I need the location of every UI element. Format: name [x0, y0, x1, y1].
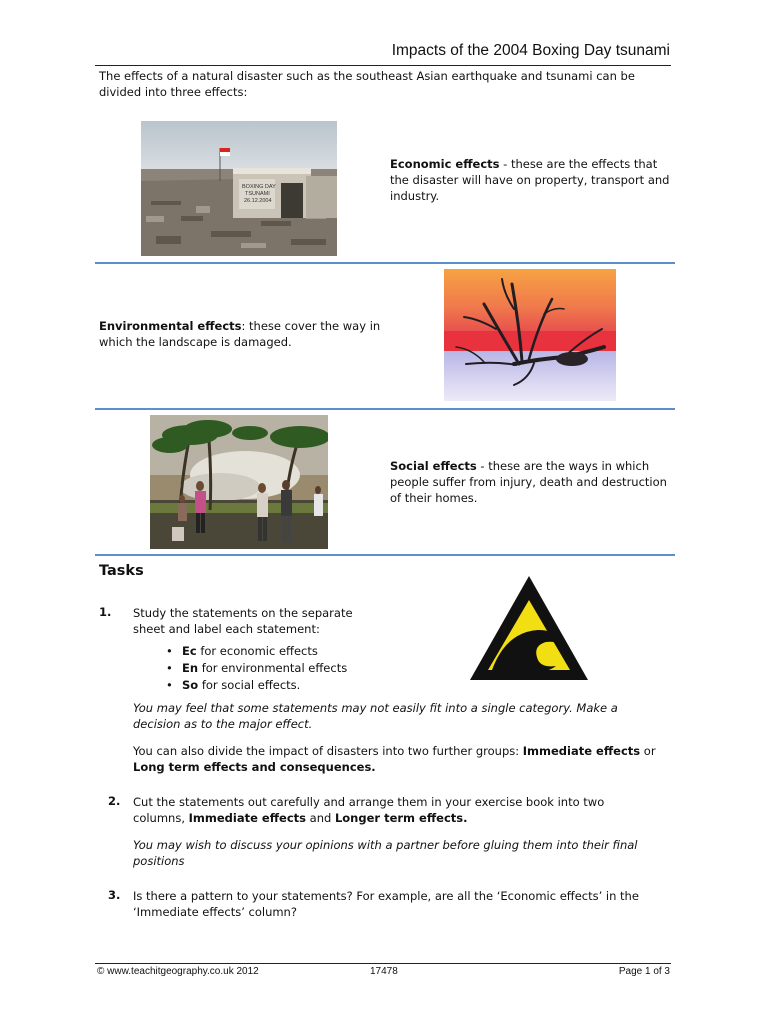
header-rule [95, 65, 671, 66]
fleeing-tsunami-photo [150, 415, 328, 549]
social-effects-term: Social effects [390, 459, 477, 473]
task-1-number: 1. [99, 605, 112, 619]
environmental-effects-text [99, 318, 384, 350]
tasks-heading: Tasks [99, 563, 144, 579]
bullet-text: for social effects. [198, 678, 301, 692]
task-1-further-text [133, 743, 668, 775]
bullet-text: for environmental effects [198, 661, 348, 675]
bullet-code: So [182, 678, 199, 692]
tsunami-warning-icon [468, 574, 590, 682]
footer-code: 17478 [370, 966, 398, 977]
long-term-effects-term: Long term effects and consequences. [133, 760, 376, 774]
footer-page-number: Page 1 of 3 [618, 966, 670, 977]
svg-text:26.12.2004: 26.12.2004 [244, 198, 272, 204]
list-item [166, 643, 347, 660]
list-item [166, 660, 347, 677]
svg-text:BOXING DAY: BOXING DAY [242, 184, 276, 190]
task-2-prefix: Cut the statements out carefully and arrange them in your exercise book into two columns, [133, 795, 605, 825]
footer-rule [95, 963, 671, 964]
economic-effects-description: - these are the effects that the disaster will have on property, transport and industry. [390, 157, 670, 203]
task-1-note: You may feel that some statements may not easily fit into a single category. Make a decision as to the major effect. [133, 701, 618, 731]
task-2-text [133, 794, 633, 826]
immediate-effects-term: Immediate effects [188, 811, 306, 825]
footer-copyright: © www.teachitgeography.co.uk 2012 [97, 966, 259, 977]
task-3-text: Is there a pattern to your statements? For example, are all the ‘Economic effects’ in the ‘Immediate effects’ column? [133, 889, 639, 919]
task-2-number: 2. [108, 794, 121, 808]
task-1-bullet-list [166, 643, 347, 694]
list-item [166, 677, 347, 694]
longer-term-effects-term: Longer term effects. [334, 811, 468, 825]
immediate-effects-term: Immediate effects [522, 744, 641, 758]
task-1-text: Study the statements on the separate sheet and label each statement: [133, 606, 353, 636]
bullet-text: for economic effects [196, 644, 318, 658]
page-title: Impacts of the 2004 Boxing Day tsunami [391, 42, 670, 59]
uprooted-tree-photo [444, 269, 616, 401]
section-divider [95, 554, 675, 556]
bullet-code: Ec [182, 644, 197, 658]
task-2-note: You may wish to discuss your opinions with a partner before gluing them into their final positions [133, 838, 638, 868]
svg-text:TSUNAMI: TSUNAMI [245, 191, 270, 197]
economic-effects-term: Economic effects [390, 157, 500, 171]
economic-effects-text [390, 156, 675, 204]
social-effects-text [390, 458, 675, 506]
bullet-code: En [182, 661, 199, 675]
environmental-effects-term: Environmental effects [99, 319, 242, 333]
section-divider [95, 262, 675, 264]
social-effects-description: - these are the ways in which people suffer from injury, death and destruction of their homes. [390, 459, 667, 505]
further-or: or [640, 744, 656, 758]
task-3-number: 3. [108, 888, 121, 902]
further-prefix: You can also divide the impact of disasters into two further groups: [133, 744, 523, 758]
task-2-and: and [306, 811, 335, 825]
section-divider [95, 408, 675, 410]
destroyed-town-photo [141, 121, 337, 256]
intro-text: The effects of a natural disaster such as the southeast Asian earthquake and tsunami can be divided into three effects: [99, 69, 635, 99]
environmental-effects-description: : these cover the way in which the landscape is damaged. [99, 319, 381, 349]
